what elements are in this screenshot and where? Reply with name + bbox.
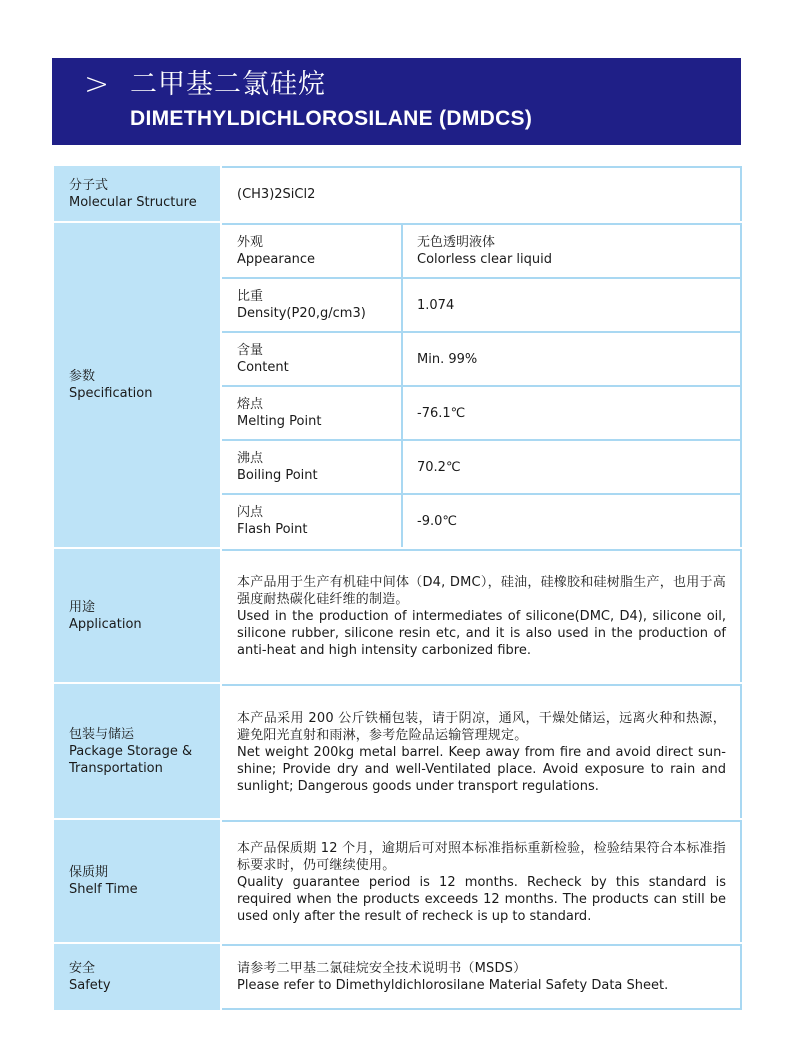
spec-name-cn: 沸点	[237, 451, 264, 466]
spec-name	[222, 279, 403, 331]
value-application	[222, 549, 742, 682]
spec-name-cn: 比重	[237, 289, 264, 304]
spec-name	[222, 387, 403, 439]
label-en: Specification	[69, 386, 153, 401]
label-en-line1: Package Storage &	[69, 743, 193, 759]
safety-text-en: Please refer to Dimethyldichlorosilane Material Safety Data Sheet.	[237, 978, 669, 993]
value-shelf-time	[222, 820, 742, 942]
label-molecular-structure	[54, 166, 220, 221]
label-application	[54, 549, 220, 682]
spec-value-en: Min. 99%	[417, 351, 478, 367]
spec-name	[222, 441, 403, 493]
spec-row-appearance	[222, 225, 740, 279]
application-text-cn: 本产品用于生产有机硅中间体（D4, DMC），硅油，硅橡胶和硅树脂生产，也用于高强度耐热碳化硅纤维的制造。	[237, 575, 726, 607]
spec-row-content	[222, 333, 740, 387]
molecular-formula: (CH3)2SiCl2	[237, 187, 316, 202]
spec-row-melting-point	[222, 387, 740, 441]
spec-value	[403, 495, 740, 547]
value-safety	[222, 944, 742, 1010]
spec-value	[403, 225, 740, 277]
spec-name-cn: 熔点	[237, 397, 264, 412]
row-shelf-time	[54, 820, 742, 944]
spec-row-boiling-point	[222, 441, 740, 495]
spec-name-en: Flash Point	[237, 522, 308, 537]
label-en: Shelf Time	[69, 882, 138, 897]
row-specification	[54, 223, 742, 549]
spec-row-flash-point	[222, 495, 740, 547]
product-title-chinese: 二甲基二氯硅烷	[130, 69, 326, 100]
spec-value-en: -9.0℃	[417, 513, 457, 529]
shelf-text-cn: 本产品保质期 12 个月，逾期后可对照本标准指标重新检验，检验结果符合本标准指标要求时，仍可继续使用。	[237, 840, 726, 873]
label-en: Molecular Structure	[69, 194, 197, 210]
row-package-storage	[54, 684, 742, 820]
spec-value-en: -76.1℃	[417, 405, 466, 421]
spec-value	[403, 387, 740, 439]
row-safety	[54, 944, 742, 1012]
spec-name-en: Content	[237, 360, 289, 375]
spec-name-cn: 闪点	[237, 505, 264, 520]
label-package-storage	[54, 684, 220, 818]
spec-name	[222, 333, 403, 385]
spec-value-en: 70.2℃	[417, 459, 461, 475]
application-text-en: Used in the production of intermediates of silicone(DMC, D4), silicone oil, silicone rubber, silicone resin etc, and it is also used in the production of anti-heat and high intensity carbonized fibre.	[237, 609, 726, 658]
spec-grid	[222, 223, 742, 547]
safety-text-cn: 请参考二甲基二氯硅烷安全技术说明书（MSDS）	[237, 961, 527, 976]
product-title-english: DIMETHYLDICHLOROSILANE (DMDCS)	[130, 107, 533, 130]
label-en: Safety	[69, 978, 111, 993]
spec-name-cn: 含量	[237, 343, 264, 358]
spec-value-cn: 无色透明液体	[417, 235, 496, 250]
spec-row-density	[222, 279, 740, 333]
label-shelf-time	[54, 820, 220, 942]
label-cn: 分子式	[69, 177, 109, 193]
label-en-line2: Transportation	[69, 760, 163, 776]
row-application	[54, 549, 742, 684]
package-text-cn: 本产品采用 200 公斤铁桶包装，请于阴凉，通风，干燥处储运，远离火种和热源，避免阳光直射和雨淋，参考危险品运输管理规定。	[237, 710, 726, 743]
spec-name-en: Appearance	[237, 252, 316, 267]
spec-value	[403, 279, 740, 331]
spec-name-en: Boiling Point	[237, 468, 318, 483]
label-en: Application	[69, 616, 142, 632]
spec-name-en: Density(P20,g/cm3)	[237, 306, 366, 321]
label-cn: 参数	[69, 369, 96, 384]
spec-name-cn: 外观	[237, 235, 264, 250]
title-banner	[52, 58, 741, 145]
label-specification	[54, 223, 220, 547]
spec-value	[403, 441, 740, 493]
spec-name	[222, 495, 403, 547]
label-cn: 包装与储运	[69, 726, 135, 742]
spec-name	[222, 225, 403, 277]
label-safety	[54, 944, 220, 1010]
spec-value-en: 1.074	[417, 297, 455, 313]
value-molecular-structure	[222, 166, 742, 221]
label-cn: 用途	[69, 599, 96, 615]
label-cn: 保质期	[69, 865, 109, 880]
chevron-right-icon: >	[84, 67, 110, 102]
spec-value-en: Colorless clear liquid	[417, 252, 553, 267]
row-molecular-structure	[54, 166, 742, 223]
spec-value	[403, 333, 740, 385]
shelf-text-en: Quality guarantee period is 12 months. Recheck by this standard is required when the products exceeds 12 months. The products can still be used only after the result of recheck is up to standard.	[237, 874, 726, 924]
value-package-storage	[222, 684, 742, 818]
product-spec-table	[54, 166, 742, 1012]
label-cn: 安全	[69, 961, 96, 976]
package-text-en: Net weight 200kg metal barrel. Keep away from fire and avoid direct sun-shine; Provide dry and well-Ventilated place. Avoid exposure to rain and sunlight; Dangerous goods under transport regulations.	[237, 744, 726, 794]
spec-name-en: Melting Point	[237, 414, 322, 429]
